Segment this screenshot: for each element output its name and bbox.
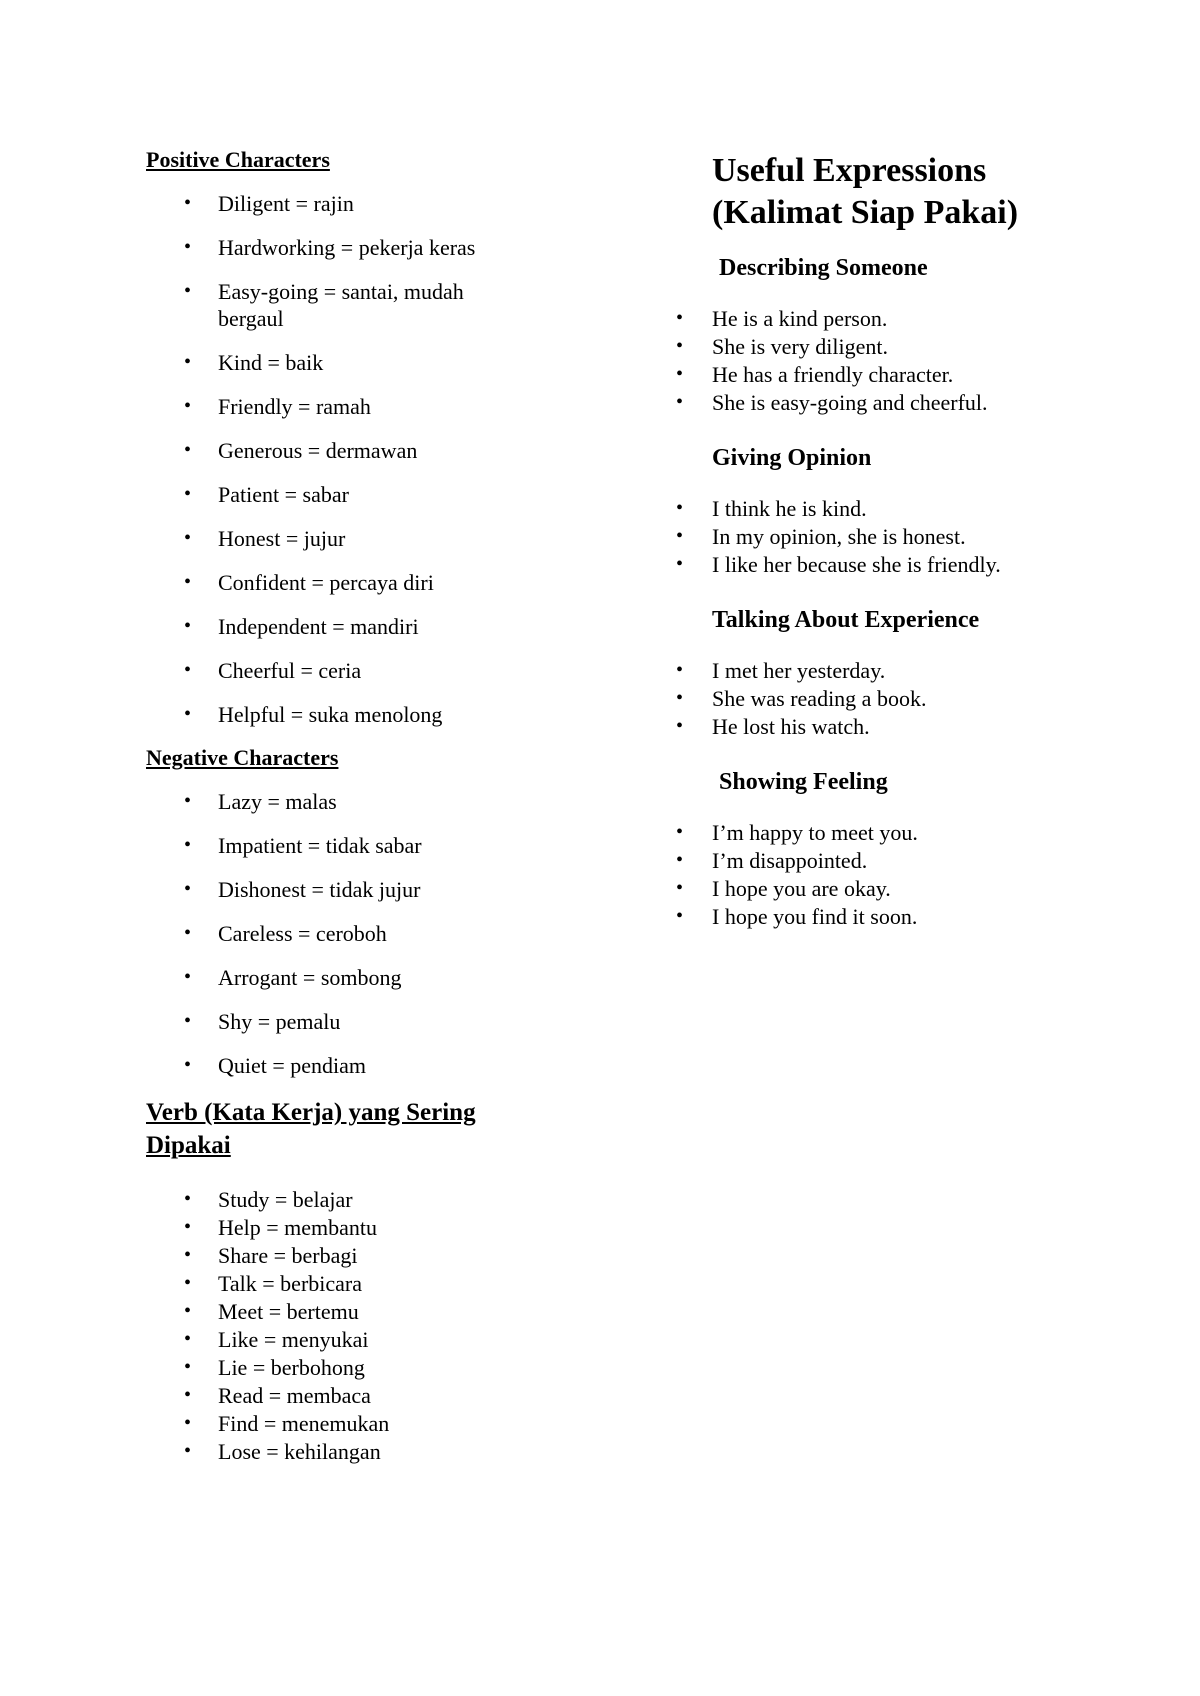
- bullet-icon: •: [184, 834, 192, 856]
- bullet-icon: •: [184, 922, 192, 944]
- list-item: • Friendly = ramah: [184, 394, 371, 419]
- verbs-heading: Verb (Kata Kerja) yang Sering Dipakai: [146, 1099, 476, 1159]
- bullet-icon: •: [184, 483, 192, 505]
- bullet-icon: •: [184, 192, 192, 214]
- describing-list: [676, 305, 1132, 416]
- list-item: • Diligent = rajin: [184, 191, 354, 216]
- bullet-icon: •: [676, 335, 684, 357]
- bullet-icon: •: [184, 1244, 192, 1266]
- list-item: • Honest = jujur: [184, 526, 346, 551]
- opinion-list: [676, 495, 1132, 578]
- bullet-icon: •: [184, 1216, 192, 1238]
- list-item: • Meet = bertemu: [184, 1299, 359, 1324]
- positive-characters-heading: Positive Characters: [146, 147, 330, 172]
- list-item: • She was reading a book.: [676, 686, 927, 711]
- list-item: • Study = belajar: [184, 1187, 353, 1212]
- list-item: • I’m happy to meet you.: [676, 820, 918, 845]
- list-item: • Cheerful = ceria: [184, 658, 362, 683]
- list-item: • Lazy = malas: [184, 789, 337, 814]
- left-column: [146, 147, 566, 1466]
- list-item: • She is easy-going and cheerful.: [676, 390, 988, 415]
- bullet-icon: •: [676, 715, 684, 737]
- list-item: • He has a friendly character.: [676, 362, 954, 387]
- bullet-icon: •: [184, 527, 192, 549]
- negative-characters-list: [146, 788, 566, 1079]
- bullet-icon: •: [676, 497, 684, 519]
- verbs-list: [146, 1186, 566, 1465]
- list-item: • Generous = dermawan: [184, 438, 418, 463]
- list-item: • Read = membaca: [184, 1383, 371, 1408]
- bullet-icon: •: [184, 571, 192, 593]
- list-item: • He is a kind person.: [676, 306, 888, 331]
- list-item: • Helpful = suka menolong: [184, 702, 443, 727]
- list-item: • Like = menyukai: [184, 1327, 369, 1352]
- bullet-icon: •: [184, 1384, 192, 1406]
- list-item: • He lost his watch.: [676, 714, 870, 739]
- bullet-icon: •: [676, 307, 684, 329]
- bullet-icon: •: [184, 1356, 192, 1378]
- bullet-icon: •: [184, 439, 192, 461]
- list-item: • I think he is kind.: [676, 496, 867, 521]
- bullet-icon: •: [184, 1054, 192, 1076]
- list-item: • In my opinion, she is honest.: [676, 524, 966, 549]
- bullet-icon: •: [184, 966, 192, 988]
- list-item: • Careless = ceroboh: [184, 921, 387, 946]
- bullet-icon: •: [676, 687, 684, 709]
- bullet-icon: •: [676, 905, 684, 927]
- bullet-icon: •: [184, 280, 192, 302]
- section-heading-describing: Describing Someone: [719, 255, 928, 281]
- list-item: • Find = menemukan: [184, 1411, 390, 1436]
- bullet-icon: •: [184, 1412, 192, 1434]
- bullet-icon: •: [184, 659, 192, 681]
- bullet-icon: •: [184, 395, 192, 417]
- right-column: [676, 150, 1132, 931]
- list-item: • Shy = pemalu: [184, 1009, 341, 1034]
- list-item: • She is very diligent.: [676, 334, 888, 359]
- bullet-icon: •: [676, 363, 684, 385]
- list-item: • I met her yesterday.: [676, 658, 886, 683]
- bullet-icon: •: [184, 703, 192, 725]
- section-heading-experience: Talking About Experience: [712, 607, 980, 633]
- section-heading-feeling: Showing Feeling: [719, 769, 888, 795]
- bullet-icon: •: [184, 790, 192, 812]
- list-item: • Share = berbagi: [184, 1243, 358, 1268]
- bullet-icon: •: [676, 553, 684, 575]
- page-title: Useful Expressions (Kalimat Siap Pakai): [712, 152, 1019, 231]
- list-item: • Easy-going = santai, mudah bergaul: [184, 279, 464, 331]
- section-heading-opinion: Giving Opinion: [712, 445, 872, 471]
- list-item: • I hope you are okay.: [676, 876, 891, 901]
- bullet-icon: •: [184, 1300, 192, 1322]
- list-item: • Help = membantu: [184, 1215, 378, 1240]
- list-item: • Talk = berbicara: [184, 1271, 363, 1296]
- list-item: • I’m disappointed.: [676, 848, 868, 873]
- list-item: • Lie = berbohong: [184, 1355, 365, 1380]
- list-item: • Quiet = pendiam: [184, 1053, 367, 1078]
- bullet-icon: •: [184, 615, 192, 637]
- bullet-icon: •: [676, 849, 684, 871]
- bullet-icon: •: [184, 1188, 192, 1210]
- bullet-icon: •: [676, 525, 684, 547]
- list-item: • Dishonest = tidak jujur: [184, 877, 421, 902]
- bullet-icon: •: [184, 351, 192, 373]
- bullet-icon: •: [184, 236, 192, 258]
- experience-list: [676, 657, 1132, 740]
- bullet-icon: •: [676, 391, 684, 413]
- bullet-icon: •: [676, 659, 684, 681]
- list-item: • I like her because she is friendly.: [676, 552, 1001, 577]
- negative-characters-heading: Negative Characters: [146, 745, 339, 770]
- bullet-icon: •: [184, 878, 192, 900]
- list-item: • Hardworking = pekerja keras: [184, 235, 476, 260]
- list-item: • Patient = sabar: [184, 482, 349, 507]
- list-item: • I hope you find it soon.: [676, 904, 918, 929]
- list-item: • Impatient = tidak sabar: [184, 833, 422, 858]
- list-item: • Independent = mandiri: [184, 614, 419, 639]
- feeling-list: [676, 819, 1132, 930]
- list-item: • Arrogant = sombong: [184, 965, 402, 990]
- bullet-icon: •: [184, 1328, 192, 1350]
- bullet-icon: •: [676, 821, 684, 843]
- list-item: • Kind = baik: [184, 350, 324, 375]
- list-item: • Confident = percaya diri: [184, 570, 434, 595]
- bullet-icon: •: [184, 1440, 192, 1462]
- bullet-icon: •: [184, 1010, 192, 1032]
- list-item: • Lose = kehilangan: [184, 1439, 381, 1464]
- positive-characters-list: [146, 190, 566, 728]
- bullet-icon: •: [676, 877, 684, 899]
- bullet-icon: •: [184, 1272, 192, 1294]
